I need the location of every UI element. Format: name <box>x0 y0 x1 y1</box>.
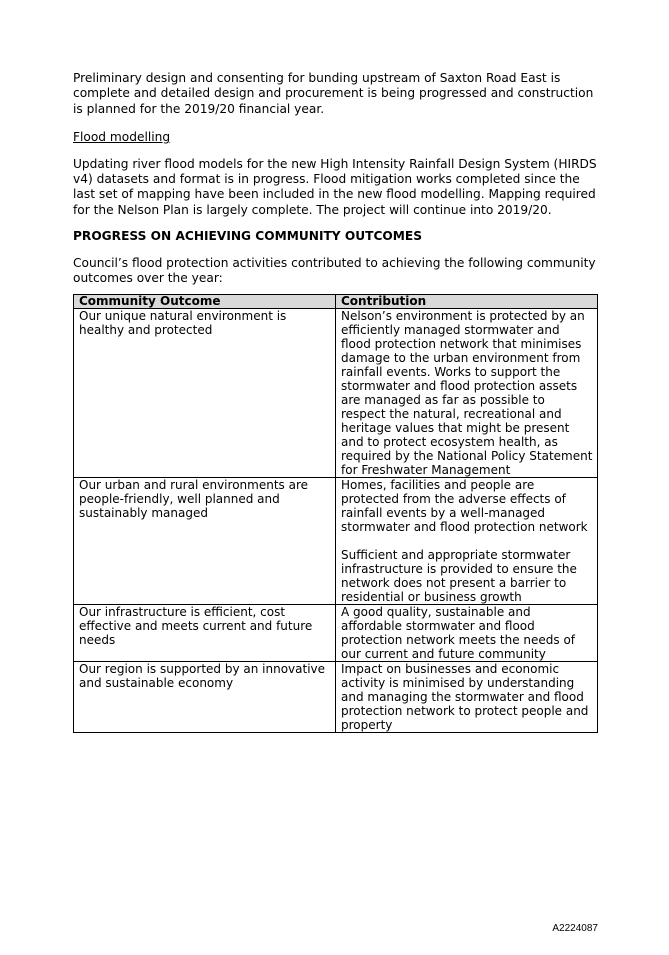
table-row <box>74 478 598 605</box>
contribution-text: Homes, facilities and people are protected from the adverse effects of rainfall events by a well-managed stormwater and flood protection network <box>341 478 588 535</box>
community-outcomes-table <box>73 294 598 733</box>
table-header-row <box>74 295 598 309</box>
intro-paragraph: Preliminary design and consenting for bunding upstream of Saxton Road East is complete and detailed design and procurement is being progressed and construction is planned for the 2019/20 financial year. <box>73 71 594 116</box>
outcome-cell: Our urban and rural environments are people-friendly, well planned and sustainably managed <box>74 478 336 605</box>
table-row <box>74 309 598 478</box>
document-reference: A2224087 <box>552 923 598 934</box>
progress-heading: PROGRESS ON ACHIEVING COMMUNITY OUTCOMES <box>73 229 422 244</box>
table-row <box>74 605 598 662</box>
outcome-cell: Our region is supported by an innovative and sustainable economy <box>74 662 336 733</box>
flood-modelling-paragraph: Updating river flood models for the new High Intensity Rainfall Design System (HIRDS v4) datasets and format is in progress. Flood mitigation works completed since the last set of mapping have been included in the new flood modelling. Mapping required for the Nelson Plan is largely complete. The project will continue into 2019/20. <box>73 156 597 217</box>
header-contribution: Contribution <box>336 295 598 309</box>
progress-paragraph: Council’s flood protection activities contributed to achieving the following community outcomes over the year: <box>73 255 596 286</box>
contribution-cell: A good quality, sustainable and affordable stormwater and flood protection network meets the needs of our current and future community <box>336 605 598 662</box>
document-body <box>73 71 598 733</box>
contribution-cell: Impact on businesses and economic activity is minimised by understanding and managing the stormwater and flood protection network to protect people and property <box>336 662 598 733</box>
table-row <box>74 662 598 733</box>
paragraph-break <box>341 534 593 548</box>
header-community-outcome: Community Outcome <box>74 295 336 309</box>
contribution-text-2: Sufficient and appropriate stormwater infrastructure is provided to ensure the network does not present a barrier to residential or business growth <box>341 548 577 605</box>
contribution-cell <box>336 478 598 605</box>
flood-modelling-heading: Flood modelling <box>73 130 171 145</box>
outcome-cell: Our infrastructure is efficient, cost effective and meets current and future needs <box>74 605 336 662</box>
contribution-cell: Nelson’s environment is protected by an efficiently managed stormwater and flood protection network that minimises damage to the urban environment from rainfall events. Works to support the stormwater and flood protection assets are managed as far as possible to respect the natural, recreational and heritage values that might be present and to protect ecosystem health, as required by the National Policy Statement for Freshwater Management <box>336 309 598 478</box>
outcome-cell: Our unique natural environment is healthy and protected <box>74 309 336 478</box>
